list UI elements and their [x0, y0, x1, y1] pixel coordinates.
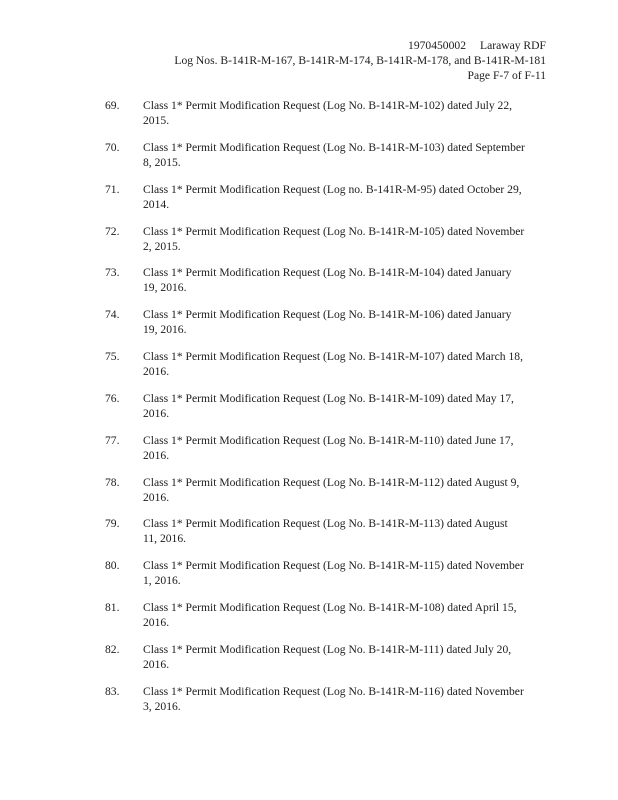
item-text-line-2: 11, 2016.: [143, 532, 187, 546]
document-id: 1970450002: [408, 39, 466, 52]
item-text: [143, 307, 548, 337]
item-number: 83.: [105, 684, 120, 698]
item-text: [143, 140, 548, 170]
item-text-line-1: Class 1* Permit Modification Request (Log No. B-141R-M-103) dated September: [143, 140, 525, 154]
item-number: 76.: [105, 391, 120, 405]
page-number: Page F-7 of F-11: [467, 69, 546, 82]
item-number: 69.: [105, 99, 120, 112]
item-text: [143, 182, 548, 212]
list-item: [0, 684, 618, 726]
item-text: [143, 600, 548, 630]
list-item: [0, 600, 618, 642]
item-text: [143, 265, 548, 295]
list-item: [0, 224, 618, 266]
item-number: 80.: [105, 559, 120, 573]
item-text-line-1: Class 1* Permit Modification Request (Log No. B-141R-M-111) dated July 20,: [143, 642, 512, 656]
item-number: 70.: [105, 140, 120, 154]
item-text-line-1: Class 1* Permit Modification Request (Log No. B-141R-M-105) dated November: [143, 224, 525, 238]
item-number: 79.: [105, 517, 120, 531]
list-item: [0, 265, 618, 307]
item-text: [143, 433, 548, 463]
item-text-line-2: 19, 2016.: [143, 323, 187, 337]
item-text-line-2: 3, 2016.: [143, 699, 181, 713]
item-text-line-2: 19, 2016.: [143, 281, 187, 295]
item-number: 78.: [105, 475, 120, 489]
item-text-line-2: 8, 2015.: [143, 155, 181, 169]
item-text-line-2: 2015.: [143, 114, 170, 127]
facility-name: Laraway RDF: [479, 39, 546, 52]
list-item: [0, 349, 618, 391]
item-text-line-1: Class 1* Permit Modification Request (Log No. B-141R-M-113) dated August: [143, 517, 508, 531]
list-item: [0, 642, 618, 684]
item-text-line-2: 2014.: [143, 197, 170, 211]
list-item: [0, 182, 618, 224]
item-number: 82.: [105, 642, 120, 656]
item-text-line-1: Class 1* Permit Modification Request (Log No. B-141R-M-116) dated November: [143, 684, 524, 698]
log-numbers: Log Nos. B-141R-M-167, B-141R-M-174, B-141R-M-178, and B-141R-M-181: [174, 54, 546, 67]
item-text: [143, 516, 548, 546]
item-number: 81.: [105, 601, 120, 615]
item-text-line-2: 2016.: [143, 490, 170, 504]
item-text: [143, 558, 548, 588]
list-item: [0, 391, 618, 433]
item-text: [143, 98, 548, 128]
item-number: 71.: [105, 182, 120, 196]
item-text-line-1: Class 1* Permit Modification Request (Log No. B-141R-M-107) dated March 18,: [143, 350, 523, 364]
item-number: 75.: [105, 350, 120, 364]
item-text-line-1: Class 1* Permit Modification Request (Log No. B-141R-M-112) dated August 9,: [143, 475, 520, 489]
item-text-line-2: 2, 2015.: [143, 239, 181, 253]
item-number: 73.: [105, 266, 120, 280]
item-text-line-2: 1, 2016.: [143, 574, 181, 588]
item-text-line-1: Class 1* Permit Modification Request (Log No. B-141R-M-115) dated November: [143, 559, 524, 573]
item-text-line-1: Class 1* Permit Modification Request (Log No. B-141R-M-109) dated May 17,: [143, 391, 514, 405]
item-text: [143, 391, 548, 421]
item-text-line-2: 2016.: [143, 365, 170, 379]
list-item: [0, 433, 618, 475]
list-item: [0, 516, 618, 558]
page-header: [174, 38, 546, 83]
item-text: [143, 475, 548, 505]
item-text-line-1: Class 1* Permit Modification Request (Log No. B-141R-M-102) dated July 22,: [143, 99, 513, 112]
item-number: 77.: [105, 433, 120, 447]
item-text-line-1: Class 1* Permit Modification Request (Log No. B-141R-M-104) dated January: [143, 266, 512, 280]
item-text-line-1: Class 1* Permit Modification Request (Log no. B-141R-M-95) dated October 29,: [143, 182, 522, 196]
item-text-line-1: Class 1* Permit Modification Request (Log No. B-141R-M-106) dated January: [143, 308, 512, 322]
list-item: [0, 307, 618, 349]
item-text-line-2: 2016.: [143, 406, 170, 420]
list-item: [0, 98, 618, 140]
modification-request-list: [0, 98, 618, 726]
item-text-line-2: 2016.: [143, 616, 170, 630]
item-text: [143, 224, 548, 254]
item-text-line-1: Class 1* Permit Modification Request (Log No. B-141R-M-108) dated April 15,: [143, 601, 517, 615]
item-text-line-2: 2016.: [143, 657, 170, 671]
item-text: [143, 642, 548, 672]
item-text: [143, 349, 548, 379]
list-item: [0, 558, 618, 600]
item-text-line-1: Class 1* Permit Modification Request (Log No. B-141R-M-110) dated June 17,: [143, 433, 514, 447]
list-item: [0, 475, 618, 517]
list-item: [0, 140, 618, 182]
item-number: 72.: [105, 224, 120, 238]
header-line-1: [174, 38, 546, 53]
item-text-line-2: 2016.: [143, 448, 170, 462]
item-text: [143, 684, 548, 714]
item-number: 74.: [105, 308, 120, 322]
